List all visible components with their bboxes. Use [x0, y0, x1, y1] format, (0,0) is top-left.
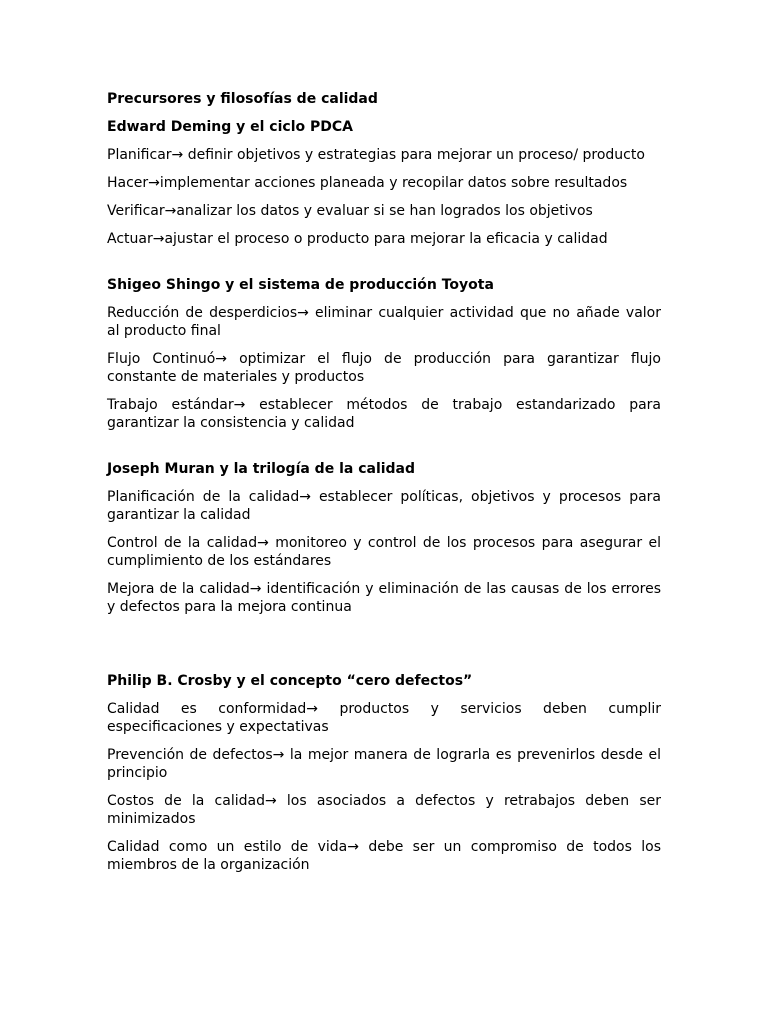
- paragraph-item: Calidad como un estilo de vida→ debe ser un compromiso de todos los miembros de la organización: [107, 839, 661, 873]
- paragraph-item: Planificar→ definir objetivos y estrategias para mejorar un proceso/ producto: [107, 147, 645, 163]
- section-spacer: [107, 248, 661, 276]
- paragraph-item: Trabajo estándar→ establecer métodos de trabajo estandarizado para garantizar la consistencia y calidad: [107, 397, 661, 431]
- document-title: Precursores y filosofías de calidad: [107, 91, 378, 107]
- paragraph-item: Hacer→implementar acciones planeada y recopilar datos sobre resultados: [107, 175, 628, 191]
- paragraph-item: Reducción de desperdicios→ eliminar cualquier actividad que no añade valor al producto final: [107, 305, 661, 339]
- paragraph-item: Control de la calidad→ monitoreo y control de los procesos para asegurar el cumplimiento de los estándares: [107, 535, 661, 569]
- section-heading: Joseph Muran y la trilogía de la calidad: [107, 461, 416, 477]
- paragraph-item: Flujo Continuó→ optimizar el flujo de producción para garantizar flujo constante de materiales y productos: [107, 351, 661, 385]
- section-shingo: [107, 276, 661, 432]
- document-body: [107, 90, 661, 874]
- paragraph-item: Mejora de la calidad→ identificación y eliminación de las causas de los errores y defectos para la mejora continua: [107, 581, 661, 615]
- section-deming: [107, 118, 661, 248]
- paragraph-item: Costos de la calidad→ los asociados a defectos y retrabajos deben ser minimizados: [107, 793, 661, 827]
- paragraph-item: Verificar→analizar los datos y evaluar si se han logrados los objetivos: [107, 203, 593, 219]
- paragraph-item: Actuar→ajustar el proceso o producto para mejorar la eficacia y calidad: [107, 231, 608, 247]
- section-spacer: [107, 432, 661, 460]
- paragraph-item: Planificación de la calidad→ establecer políticas, objetivos y procesos para garantizar la calidad: [107, 489, 661, 523]
- section-heading: Edward Deming y el ciclo PDCA: [107, 119, 353, 135]
- paragraph-item: Calidad es conformidad→ productos y servicios deben cumplir especificaciones y expectativas: [107, 701, 661, 735]
- section-heading: Shigeo Shingo y el sistema de producción Toyota: [107, 277, 494, 293]
- section-heading: Philip B. Crosby y el concepto “cero defectos”: [107, 673, 473, 689]
- paragraph-item: Prevención de defectos→ la mejor manera de lograrla es prevenirlos desde el principio: [107, 747, 661, 781]
- section-muran: [107, 460, 661, 616]
- section-spacer: [107, 616, 661, 672]
- section-crosby: [107, 672, 661, 874]
